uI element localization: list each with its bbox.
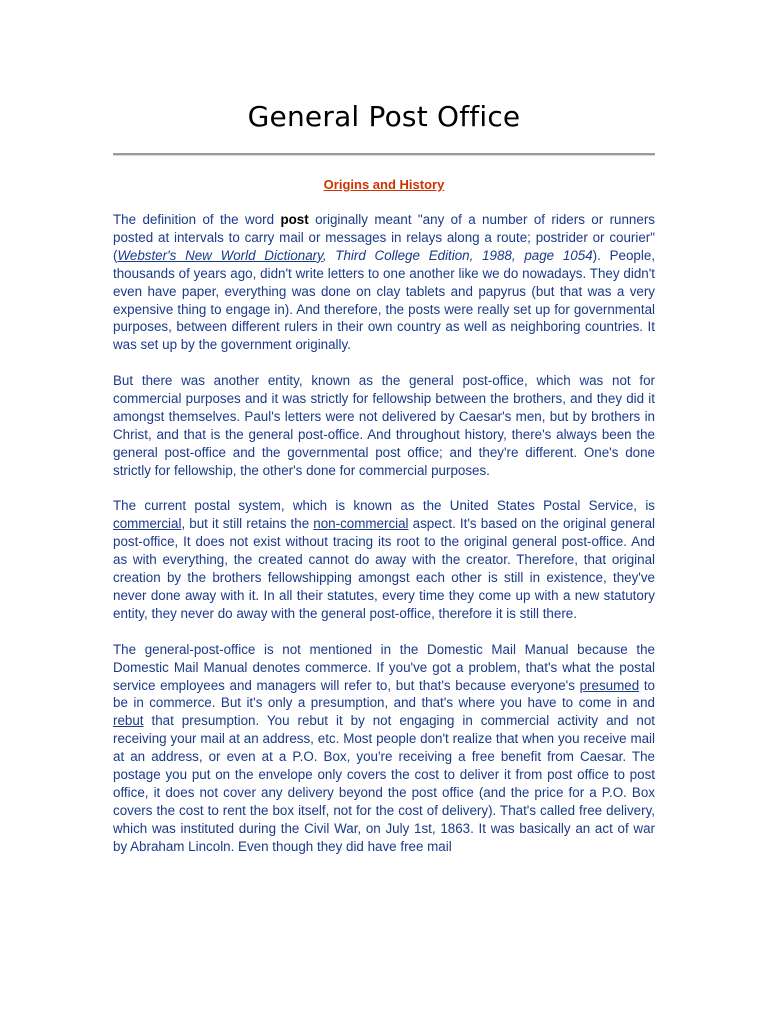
- p4-text-c: to be in commerce. But it's only a presumption, and that's where you have to come in and: [113, 677, 655, 711]
- p1-text-c: originally meant "any of a number of riders or runners posted at intervals to carry mail or messages in relays along a route; postrider or courier" (: [113, 212, 655, 263]
- p3-text-c: , but it still retains the: [181, 516, 314, 532]
- paragraph-3: [113, 497, 655, 622]
- paragraph-2: [113, 372, 655, 479]
- p3-text-a: The current postal system, which is known as the United States Postal Service, is: [113, 498, 655, 514]
- title-divider: [113, 153, 655, 156]
- p4-text-e: that presumption. You rebut it by not engaging in commercial activity and not receiving your mail at an address, etc. Most people don't realize that when you receive mail at an address, or even at a P.O. Box, you're receiving a free benefit from Caesar. The postage you put on the envelope only covers the cost to deliver it from post office to post office, it does not cover any delivery beyond the post office (and the price for a P.O. Box covers the cost to rent the box itself, not for the cost of delivery). That's called free delivery, which was instituted during the Civil War, on July 1st, 1863. It was basically an act of war by Abraham Lincoln. Even though they did have free mail: [113, 713, 655, 854]
- page-title: General Post Office: [247, 100, 521, 133]
- citation-edition: , Third College Edition, 1988, page 1054: [322, 247, 593, 263]
- p3-text-e: aspect. It's based on the original general post-office, It does not exist without tracing its root to the original general post-office. And as with everything, the created cannot do away with the creator. Therefore, that original creation by the brothers fellowshipping amongst each other is still in existence, they've never done away with it. In all their statutes, every time they come up with a new statutory entity, they never do away with the general post-office, therefore it is still there.: [113, 516, 656, 621]
- keyword-post: post: [280, 212, 309, 227]
- p4-text-a: The general-post-office is not mentioned in the Domestic Mail Manual because the Domestic Mail Manual denotes commerce. If you've got a problem, that's what the postal service employees and managers will refer to, but that's because everyone's: [113, 641, 655, 693]
- p1-text-f: ). People, thousands of years ago, didn't write letters to one another like we do nowadays. They didn't even have paper, everything was done on clay tablets and papyrus (but that was a very expensive thing to engage in). And therefore, the posts were really set up for governmental purposes, between different rulers in their own country as well as neighboring countries. It was set up by the government originally.: [113, 247, 655, 353]
- link-websters-dictionary[interactable]: Webster's New World Dictionary: [117, 247, 323, 263]
- paragraph-1: [113, 211, 655, 354]
- link-non-commercial[interactable]: non-commercial: [313, 516, 409, 532]
- document-page: [113, 0, 655, 1024]
- section-heading[interactable]: Origins and History: [323, 177, 445, 192]
- link-commercial[interactable]: commercial: [113, 516, 182, 532]
- article-body: [113, 211, 655, 873]
- p1-text-a: The definition of the word: [113, 212, 281, 227]
- link-presumed[interactable]: presumed: [579, 677, 640, 693]
- p2-text-a: But there was another entity, known as the general post-office, which was not for commercial purposes and it was strictly for fellowship between the brothers, and they did it amongst themselves. Paul's letters were not delivered by Caesar's men, but by brothers in Christ, and that is the general post-office. And throughout history, there's always been the general post-office and the governmental post office; and they're different. One's done strictly for fellowship, the other's done for commercial purposes.: [113, 373, 655, 478]
- paragraph-4: [113, 641, 655, 856]
- link-rebut[interactable]: rebut: [113, 713, 144, 729]
